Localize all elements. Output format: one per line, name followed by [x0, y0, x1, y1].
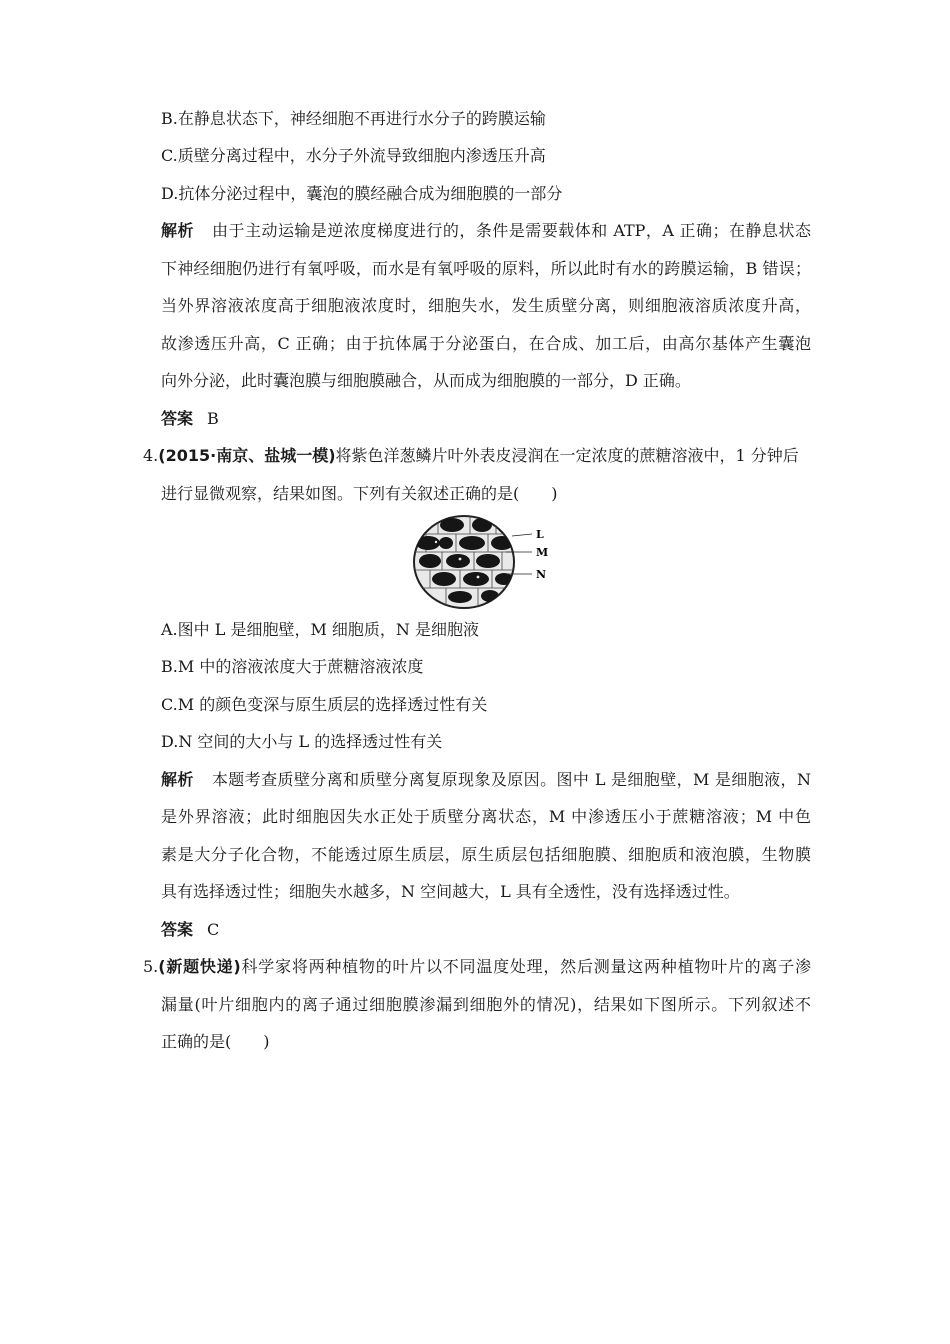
- answer-value: B: [207, 409, 219, 428]
- question-source: (新题快递): [158, 957, 241, 976]
- analysis-line: 具有选择透过性；细胞失水越多，N 空间越大，L 具有全透性，没有选择透过性。: [161, 882, 740, 901]
- question-number: 4.: [143, 446, 159, 465]
- option-d: D.抗体分泌过程中，囊泡的膜经融合成为细胞膜的一部分: [161, 184, 563, 203]
- answer: [161, 409, 219, 429]
- analysis-line: 解析 由于主动运输是逆浓度梯度进行的，条件是需要载体和 ATP，A 正确；在静息状态: [161, 221, 811, 240]
- option-d: D.N 空间的大小与 L 的选择透过性有关: [161, 732, 443, 751]
- analysis-line: 解析 本题考查质壁分离和质壁分离复原现象及原因。图中 L 是细胞壁，M 是细胞液，N: [161, 770, 811, 789]
- cell-micrograph-figure: [408, 512, 558, 612]
- answer-value: C: [207, 920, 220, 939]
- figure-label-l: L: [536, 528, 544, 541]
- option-a: A.图中 L 是细胞壁，M 细胞质，N 是细胞液: [161, 620, 479, 639]
- analysis-line: 故渗透压升高，C 正确；由于抗体属于分泌蛋白，在合成、加工后，由高尔基体产生囊泡: [161, 334, 811, 353]
- answer-label: 答案: [161, 409, 194, 428]
- analysis-label: 解析: [161, 221, 194, 240]
- analysis-line: 下神经细胞仍进行有氧呼吸，而水是有氧呼吸的原料，所以此时有水的跨膜运输，B 错误；: [161, 259, 811, 278]
- figure-label-n: N: [536, 568, 547, 581]
- question-4-stem: 4.(2015·南京、盐城一模)将紫色洋葱鳞片叶外表皮浸润在一定浓度的蔗糖溶液中，1 分钟后: [143, 446, 799, 465]
- question-5-stem-line3: 正确的是( ): [161, 1032, 270, 1051]
- question-source: (2015·南京、盐城一模): [158, 446, 336, 465]
- answer: [161, 920, 219, 940]
- analysis-line: 向外分泌，此时囊泡膜与细胞膜融合，从而成为细胞膜的一部分，D 正确。: [161, 371, 691, 390]
- option-c: C.质壁分离过程中，水分子外流导致细胞内渗透压升高: [161, 146, 546, 165]
- analysis-line: 当外界溶液浓度高于细胞液浓度时，细胞失水，发生质壁分离，则细胞液溶质浓度升高，: [161, 296, 811, 315]
- figure-label-m: M: [536, 546, 549, 559]
- analysis-label: 解析: [161, 770, 194, 789]
- analysis-line: 是外界溶液；此时细胞因失水正处于质壁分离状态，M 中渗透压小于蔗糖溶液；M 中色: [161, 807, 811, 826]
- question-number: 5.: [143, 957, 159, 976]
- option-b: B.M 中的溶液浓度大于蔗糖溶液浓度: [161, 657, 424, 676]
- question-5-stem: 5.(新题快递)科学家将两种植物的叶片以不同温度处理，然后测量这两种植物叶片的离子渗: [143, 957, 811, 976]
- analysis-line: 素是大分子化合物，不能透过原生质层，原生质层包括细胞膜、细胞质和液泡膜，生物膜: [161, 845, 811, 864]
- question-4-stem-line2: 进行显微观察，结果如图。下列有关叙述正确的是( ): [161, 484, 558, 503]
- question-5-stem-line2: 漏量(叶片细胞内的离子通过细胞膜渗漏到细胞外的情况)，结果如下图所示。下列叙述不: [161, 995, 811, 1014]
- option-c: C.M 的颜色变深与原生质层的选择透过性有关: [161, 695, 488, 714]
- option-b: B.在静息状态下，神经细胞不再进行水分子的跨膜运输: [161, 109, 546, 128]
- answer-label: 答案: [161, 920, 194, 939]
